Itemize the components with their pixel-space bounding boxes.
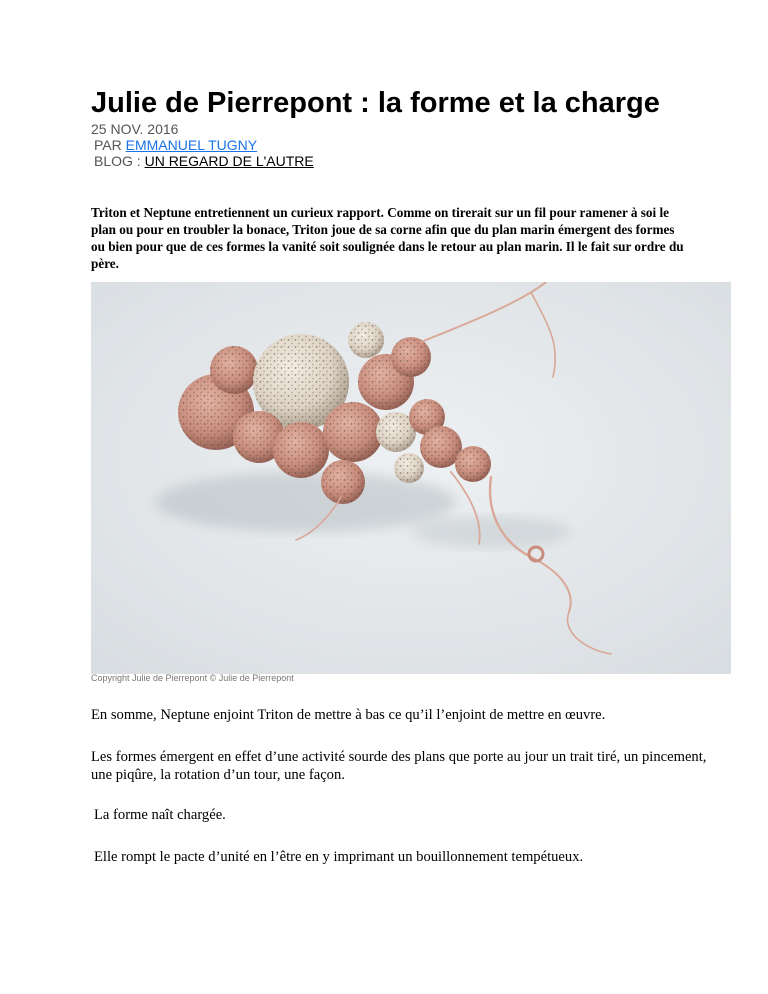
blog-prefix: BLOG : xyxy=(94,153,141,169)
blog-link[interactable]: UN REGARD DE L'AUTRE xyxy=(144,153,314,169)
article-date: 25 NOV. 2016 xyxy=(91,121,179,137)
article-title: Julie de Pierrepont : la forme et la charge xyxy=(91,87,660,119)
knitted-sculpture-image xyxy=(91,282,731,674)
paragraph-1: En somme, Neptune enjoint Triton de mettre à bas ce qu’il l’enjoint de mettre en œuvre. xyxy=(91,707,606,723)
paragraph-4: Elle rompt le pacte d’unité en l’être en y imprimant un bouillonnement tempétueux. xyxy=(94,849,584,865)
artwork-photo xyxy=(91,282,731,674)
image-caption: Copyright Julie de Pierrepont © Julie de Pierrepont xyxy=(91,673,294,683)
paragraph-2: Les formes émergent en effet d’une activité sourde des plans que porte au jour un trait tiré, un pincement, une piqûre, la rotation d’un tour, une façon. xyxy=(91,749,707,783)
article-intro: Triton et Neptune entretiennent un curieux rapport. Comme on tirerait sur un fil pour ramener à soi le plan ou pour en troubler la bonace, Triton joue de sa corne afin que du plan marin émergent des formes ou bien pour que de ces formes la vanité soit soulignée dans le retour au plan marin. Il le fait sur ordre du père. xyxy=(91,205,684,271)
author-link[interactable]: EMMANUEL TUGNY xyxy=(125,137,258,153)
article-blog-line xyxy=(94,153,314,169)
author-prefix: PAR xyxy=(94,137,122,153)
paragraph-3: La forme naît chargée. xyxy=(94,807,226,823)
article-author-line xyxy=(94,137,257,153)
